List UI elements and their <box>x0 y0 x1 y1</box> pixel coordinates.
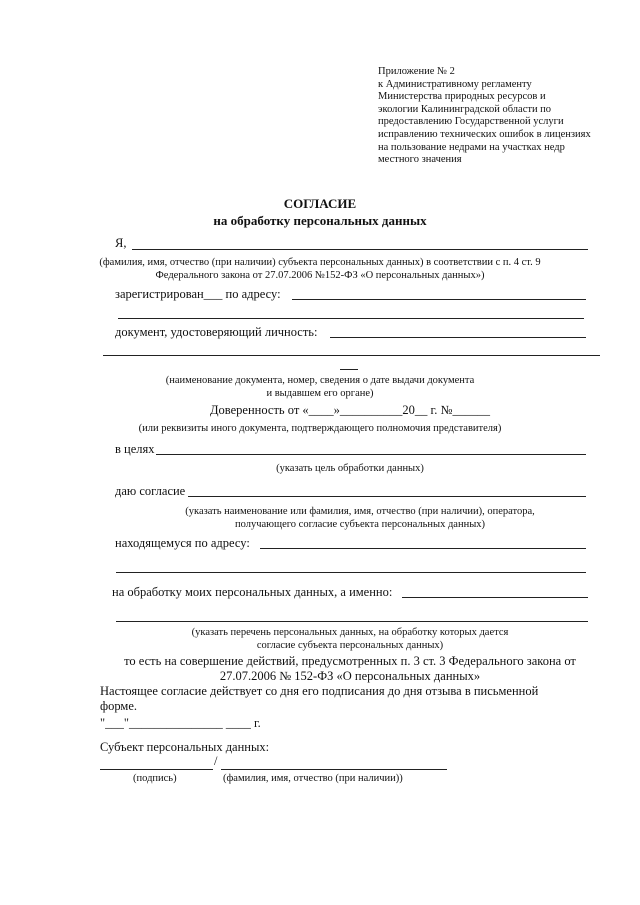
consent-note-line: получающего согласие субъекта персональных данных) <box>234 519 486 530</box>
purpose-note: (указать цель обработки данных) <box>276 463 424 474</box>
fio-note-line: Федерального закона от 27.07.2006 №152-ФЗ «О персональных данных») <box>155 270 485 281</box>
fio-field-line[interactable] <box>132 249 588 250</box>
fio-signature-field-line[interactable] <box>221 769 447 770</box>
signature-field-line[interactable] <box>100 769 213 770</box>
document-title: СОГЛАСИЕ <box>283 196 357 211</box>
actions-text-line: 27.07.2006 № 152-ФЗ «О персональных данных» <box>219 669 481 683</box>
operator-address-label: находящемуся по адресу: <box>115 536 250 550</box>
date-line[interactable]: "___"_______________ ____ г. <box>100 716 261 730</box>
document-field-line-2[interactable] <box>103 355 600 356</box>
operator-address-field-line[interactable] <box>260 548 586 549</box>
purpose-field-line[interactable] <box>156 454 586 455</box>
proxy-note: (или реквизиты иного документа, подтверждающего полномочия представителя) <box>138 423 502 434</box>
proxy-line[interactable]: Доверенность от «____»__________20__ г. №______ <box>210 403 490 417</box>
operator-field-line[interactable] <box>188 496 586 497</box>
appendix-block <box>378 66 591 167</box>
fio-caption: (фамилия, имя, отчество (при наличии)) <box>223 773 403 784</box>
document-note-line: и выдавшем его органе) <box>266 388 374 399</box>
processing-label: на обработку моих персональных данных, а именно: <box>112 585 393 599</box>
appendix-line: на пользование недрами на участках недр <box>378 141 565 153</box>
subject-label: Субъект персональных данных: <box>100 740 270 754</box>
operator-address-field-line-2[interactable] <box>116 572 586 573</box>
actions-text <box>0 654 640 684</box>
short-line <box>340 369 358 370</box>
document-field-line[interactable] <box>330 337 586 338</box>
signature-separator: / <box>214 754 218 768</box>
validity-text <box>100 684 538 714</box>
registered-label: зарегистрирован___ по адресу: <box>115 287 281 301</box>
document-note <box>0 374 640 400</box>
validity-text-line: форме. <box>100 699 137 713</box>
appendix-line: Приложение № 2 <box>378 66 455 77</box>
address-field-line-2[interactable] <box>118 318 584 319</box>
fio-note <box>0 256 640 282</box>
fio-note-line: (фамилия, имя, отчество (при наличии) субъекта персональных данных) в соответствии с п. 4 ст. 9 <box>99 257 541 268</box>
validity-text-line: Настоящее согласие действует со дня его подписания до дня отзыва в письменной <box>100 684 539 698</box>
actions-text-line: то есть на совершение действий, предусмотренных п. 3 ст. 3 Федерального закона от <box>124 654 576 668</box>
appendix-line: местного значения <box>378 154 462 166</box>
document-subtitle: на обработку персональных данных <box>213 213 427 228</box>
processing-note <box>0 626 640 652</box>
consent-note-line: (указать наименование или фамилия, имя, отчество (при наличии), оператора, <box>185 506 535 517</box>
address-field-line[interactable] <box>292 299 586 300</box>
signature-caption: (подпись) <box>133 773 177 784</box>
i-label: Я, <box>115 236 127 250</box>
personal-data-field-line-2[interactable] <box>116 621 588 622</box>
appendix-line: к Административному регламенту <box>378 78 532 90</box>
appendix-line: предоставлению Государственной услуги <box>378 116 564 128</box>
consent-label: даю согласие <box>115 484 186 498</box>
appendix-line: исправлению технических ошибок в лицензиях <box>378 128 591 140</box>
document-label: документ, удостоверяющий личность: <box>115 325 318 339</box>
processing-note-line: (указать перечень персональных данных, на обработку которых дается <box>191 627 509 638</box>
appendix-line: экологии Калининградской области по <box>378 103 552 115</box>
processing-note-line: согласие субъекта персональных данных) <box>256 640 444 651</box>
personal-data-field-line[interactable] <box>402 597 588 598</box>
appendix-line: Министерства природных ресурсов и <box>378 91 546 103</box>
purpose-label: в целях <box>115 442 155 456</box>
consent-note <box>0 505 640 531</box>
document-note-line: (наименование документа, номер, сведения о дате выдачи документа <box>165 375 475 386</box>
